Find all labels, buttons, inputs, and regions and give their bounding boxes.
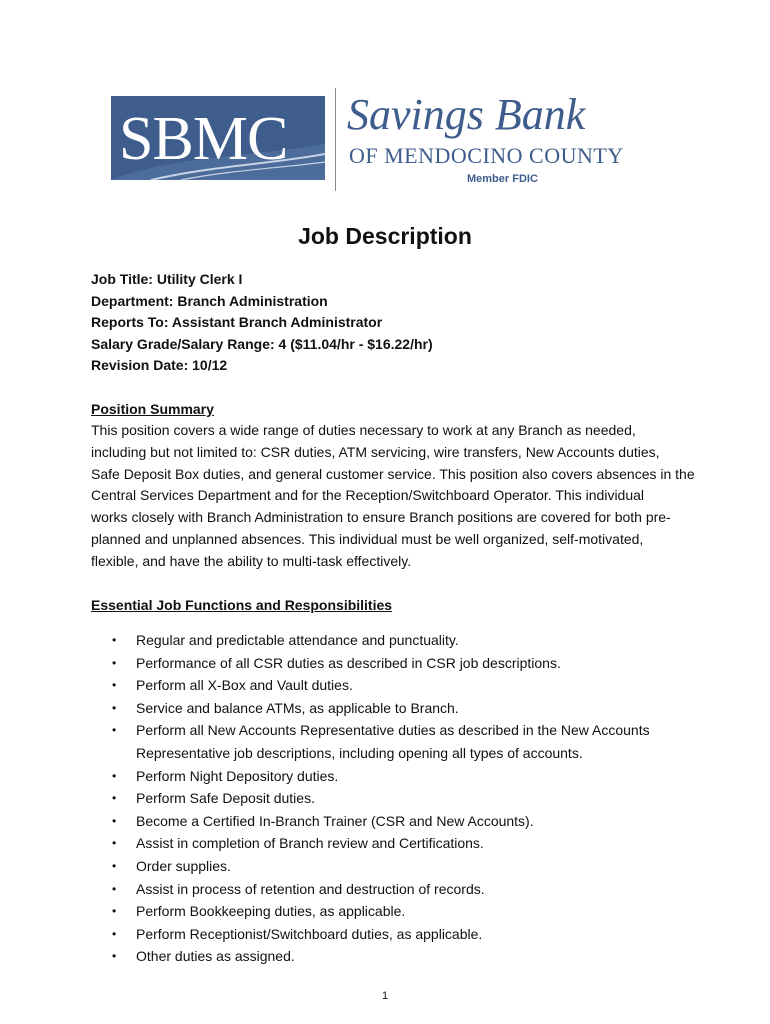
logo-divider	[335, 88, 336, 191]
list-item-text: Service and balance ATMs, as applicable to Branch.	[136, 699, 459, 716]
bullet-icon: •	[112, 949, 117, 964]
salary-line: Salary Grade/Salary Range: 4 ($11.04/hr - $16.22/hr)	[91, 335, 433, 352]
list-item	[112, 765, 692, 788]
page-number: 1	[381, 990, 389, 1002]
job-title-line: Job Title: Utility Clerk I	[91, 271, 243, 287]
list-item-text: Perform Receptionist/Switchboard duties, as applicable.	[136, 925, 483, 942]
bullet-icon: •	[112, 926, 117, 941]
list-item-text: Perform Night Depository duties.	[136, 767, 339, 784]
summary-line: flexible, and have the ability to multi-task effectively.	[91, 552, 412, 569]
list-item-text: Perform all X-Box and Vault duties.	[136, 677, 353, 694]
list-item	[112, 652, 692, 675]
summary-line: This position covers a wide range of duties necessary to work at any Branch as needed,	[91, 422, 636, 438]
list-item-text: Perform all New Accounts Representative duties as described in the New Accounts	[136, 722, 650, 739]
job-meta	[91, 269, 691, 377]
list-item	[112, 719, 692, 764]
list-item	[112, 629, 692, 652]
list-item	[112, 787, 692, 810]
bullet-icon: •	[112, 791, 117, 806]
list-item	[112, 923, 692, 946]
bank-logo	[111, 88, 671, 193]
reports-to-line: Reports To: Assistant Branch Administrator	[91, 314, 383, 330]
bullet-icon: •	[112, 904, 117, 919]
bullet-icon: •	[112, 678, 117, 693]
list-item-text: Representative job descriptions, including opening all types of accounts.	[136, 744, 583, 761]
logo-fdic-label: Member FDIC	[467, 173, 538, 185]
summary-line: Safe Deposit Box duties, and general customer service. This position also covers absences in the	[91, 465, 695, 482]
list-item	[112, 697, 692, 720]
list-item	[112, 900, 692, 923]
list-item-text: Perform Safe Deposit duties.	[136, 790, 315, 807]
list-item-text: Performance of all CSR duties as described in CSR job descriptions.	[136, 654, 561, 671]
list-item-text: Other duties as assigned.	[136, 948, 295, 965]
position-summary-text	[91, 420, 695, 573]
bullet-icon: •	[112, 858, 117, 873]
list-item-text: Assist in process of retention and destruction of records.	[136, 880, 485, 897]
summary-line: including but not limited to: CSR duties, ATM servicing, wire transfers, New Accounts duties,	[91, 443, 660, 460]
summary-line: works closely with Branch Administration to ensure Branch positions are covered for both pre-	[91, 509, 671, 526]
essential-functions-heading: Essential Job Functions and Responsibilities	[91, 597, 393, 613]
list-item	[112, 945, 692, 968]
position-summary-heading: Position Summary	[91, 401, 214, 417]
department-line: Department: Branch Administration	[91, 292, 328, 309]
list-item-text: Order supplies.	[136, 857, 231, 874]
summary-line: planned and unplanned absences. This individual must be well organized, self-motivated,	[91, 530, 644, 547]
list-item	[112, 855, 692, 878]
logo-bank-name: Savings Bank	[347, 90, 586, 139]
summary-line: Central Services Department and for the Reception/Switchboard Operator. This individual	[91, 487, 645, 504]
revision-date-line: Revision Date: 10/12	[91, 357, 228, 373]
document-title: Job Description	[298, 223, 472, 249]
bullet-icon: •	[112, 723, 117, 738]
bullet-icon: •	[112, 836, 117, 851]
bullet-icon: •	[112, 813, 117, 828]
list-item-text: Perform Bookkeeping duties, as applicable.	[136, 903, 406, 920]
logo-emblem	[111, 96, 325, 180]
list-item-text: Become a Certified In-Branch Trainer (CSR and New Accounts).	[136, 812, 534, 829]
list-item	[112, 832, 692, 855]
essential-functions-list	[112, 629, 692, 968]
bullet-icon: •	[112, 768, 117, 783]
list-item-text: Regular and predictable attendance and punctuality.	[136, 632, 459, 648]
list-item	[112, 878, 692, 901]
list-item	[112, 674, 692, 697]
bullet-icon: •	[112, 881, 117, 896]
bullet-icon: •	[112, 655, 117, 670]
logo-mark-text: SBMC	[119, 105, 288, 173]
list-item	[112, 810, 692, 833]
list-item-text: Assist in completion of Branch review and Certifications.	[136, 835, 484, 852]
logo-bank-subtitle: OF MENDOCINO COUNTY	[349, 143, 624, 168]
bullet-icon: •	[112, 633, 117, 647]
bullet-icon: •	[112, 700, 117, 715]
